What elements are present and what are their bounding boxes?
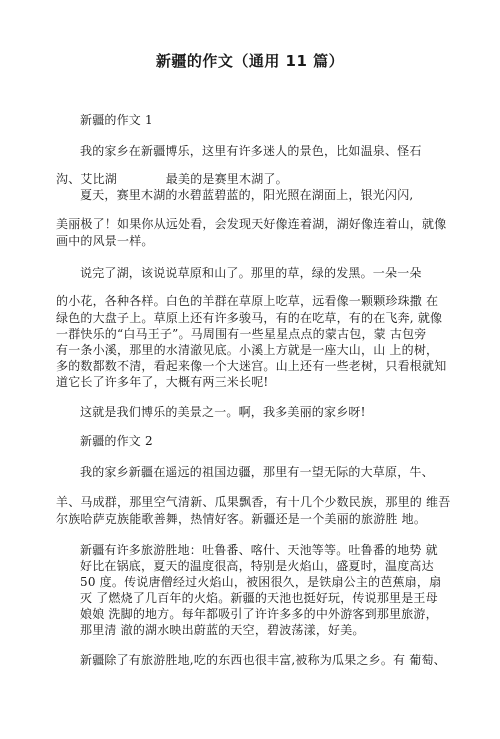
essay2-line: 羊、马成群，那里空气清新、瓜果飘香，有十几个少数民族，那里的 维吾 (56, 495, 451, 509)
essay1-heading: 新疆的作文 1 (80, 113, 153, 127)
essay2-heading: 新疆的作文 2 (80, 434, 153, 448)
essay2-line: 灭 了燃烧了几百年的火焰。新疆的天池也挺好玩，传说那里是王母 (80, 591, 438, 605)
essay1-line: 绿色的大盘子上。草原上还有许多骏马，有的在吃草，有的在飞奔, 就像 (56, 311, 443, 325)
essay1-line: 一群快乐的“白马王子”。马周围有一些星星点点的蒙古包，蒙 古包旁 (56, 327, 427, 341)
essay2-line: 新疆除了有旅游胜地,吃的东西也很丰富,被称为瓜果之乡。有 葡萄、 (80, 653, 446, 667)
essay2-line: 50 度。传说唐僧经过火焰山，被困很久，是铁扇公主的芭蕉扇，扇 (80, 575, 442, 589)
essay2-line: 尔族哈萨克族能歌善舞，热情好客。新疆还是一个美丽的旅游胜 地。 (56, 512, 427, 526)
essay1-line: 画中的风景一样。 (56, 234, 154, 248)
essay2-line: 娘娘 洗脚的地方。每年都吸引了许许多多的中外游客到那里旅游， (80, 607, 438, 621)
essay1-line: 多的数都数不清，看起来像一个大迷宫。山上还有一些老树，只看根就知 (56, 359, 447, 373)
essay1-line: 沟、艾比湖 最美的是赛里木湖了。 (56, 172, 288, 186)
essay2-line: 我的家乡新疆在遥远的祖国边疆，那里有一望无际的大草原，牛、 (80, 465, 434, 479)
essay2-line: 好比在锅底，夏天的温度很高，特别是火焰山，盛夏时，温度高达 (80, 559, 434, 573)
essay1-line: 美丽极了！如果你从远处看，会发现天好像连着湖，湖好像连着山，就像 (56, 217, 447, 231)
essay2-line: 那里清 澈的湖水映出蔚蓝的天空，碧波荡漾，好美。 (80, 623, 365, 637)
document-title: 新疆的作文（通用 11 篇） (155, 52, 345, 70)
essay1-line: 夏天，赛里木湖的水碧蓝碧蓝的，阳光照在湖面上，银光闪闪, (80, 188, 414, 202)
essay1-line: 的小花，各种各样。白色的羊群在草原上吃草，远看像一颗颗珍珠撒 在 (56, 294, 439, 308)
essay2-line: 新疆有许多旅游胜地：吐鲁番、喀什、天池等等。吐鲁番的地势 就 (80, 543, 438, 557)
essay1-line: 说完了湖，该说说草原和山了。那里的草，绿的发黑。一朵一朵 (80, 266, 422, 280)
essay1-line: 道它长了许多年了，大概有两三米长呢! (56, 375, 269, 389)
essay1-line: 有一条小溪，那里的水清澈见底。小溪上方就是一座大山，山 上的树， (56, 343, 439, 357)
essay1-line: 我的家乡在新疆博乐，这里有许多迷人的景色，比如温泉、怪石 (80, 144, 422, 158)
essay1-line: 这就是我们博乐的美景之一。啊，我多美丽的家乡呀! (80, 405, 366, 419)
